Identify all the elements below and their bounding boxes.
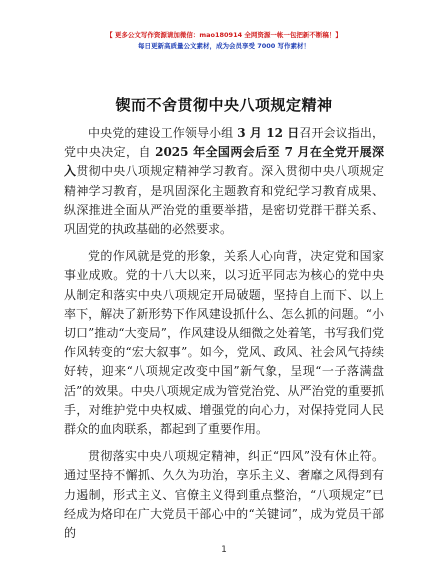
page-number: 1 [221, 545, 227, 555]
paragraph-text: 召开会议指出，党中央决定，自 [64, 126, 384, 160]
document-title: 锲而不舍贯彻中央八项规定精神 [115, 96, 333, 114]
highlighted-text: 2025 年全国两会后至 7 月在全党开展深入 [64, 145, 384, 179]
paragraph-text: 中央党的建设工作领导小组 [88, 126, 238, 140]
paragraph-text: 贯彻落实中央八项规定精神，纠正“四风”没有休止符。通过坚持不懈抓、久久为功治，享乐主义、奢靡之风得到有力遏制，形式主义、官僚主义得到重点整治，“八项规定”已经成为烙印在广大党员干部心中的“关键词”，成为党员干部的 [64, 449, 384, 541]
promo-banner [0, 30, 448, 52]
paragraph [64, 447, 384, 543]
paragraph [64, 124, 384, 239]
paragraph-text: 贯彻中央八项规定精神学习教育。深入贯彻中央八项规定精神学习教育，是巩固深化主题教育和党纪学习教育成果、纵深推进全面从严治党的重要举措，是密切党群干群关系、巩固党的执政基础的必然要求。 [64, 164, 384, 237]
document-body [64, 124, 384, 551]
paragraph-text: 党的作风就是党的形象，关系人心向背，决定党和国家事业成败。党的十八大以来，以习近平同志为核心的党中央从制定和落实中央八项规定开局破题，坚持自上而下、以上率下，解决了新形势下作风建设抓什么、怎么抓的问题。“小切口”推动“大变局”，作风建设从细微之处着笔，书写我们党作风转变的“宏大叙事”。如今，党风、政风、社会风气持续好转，迎来“八项规定改变中国”新气象，呈现“一子落满盘活”的效果。中央八项规定成为管党治党、从严治党的重要抓手，对维护党中央权威、增强党的向心力，对保持党同人民群众的血肉联系，都起到了重要作用。 [64, 249, 384, 437]
promo-banner-line-2: 每日更新高质量公文素材，成为会员享受 7000 写作素材！ [137, 42, 311, 50]
paragraph [64, 247, 384, 439]
highlighted-text: 3 月 12 日 [237, 126, 300, 140]
promo-banner-line-1: 【 更多公文写作资源请加微信：mao180914 全网资源一帐一包把新不断稿！】 [106, 31, 342, 39]
